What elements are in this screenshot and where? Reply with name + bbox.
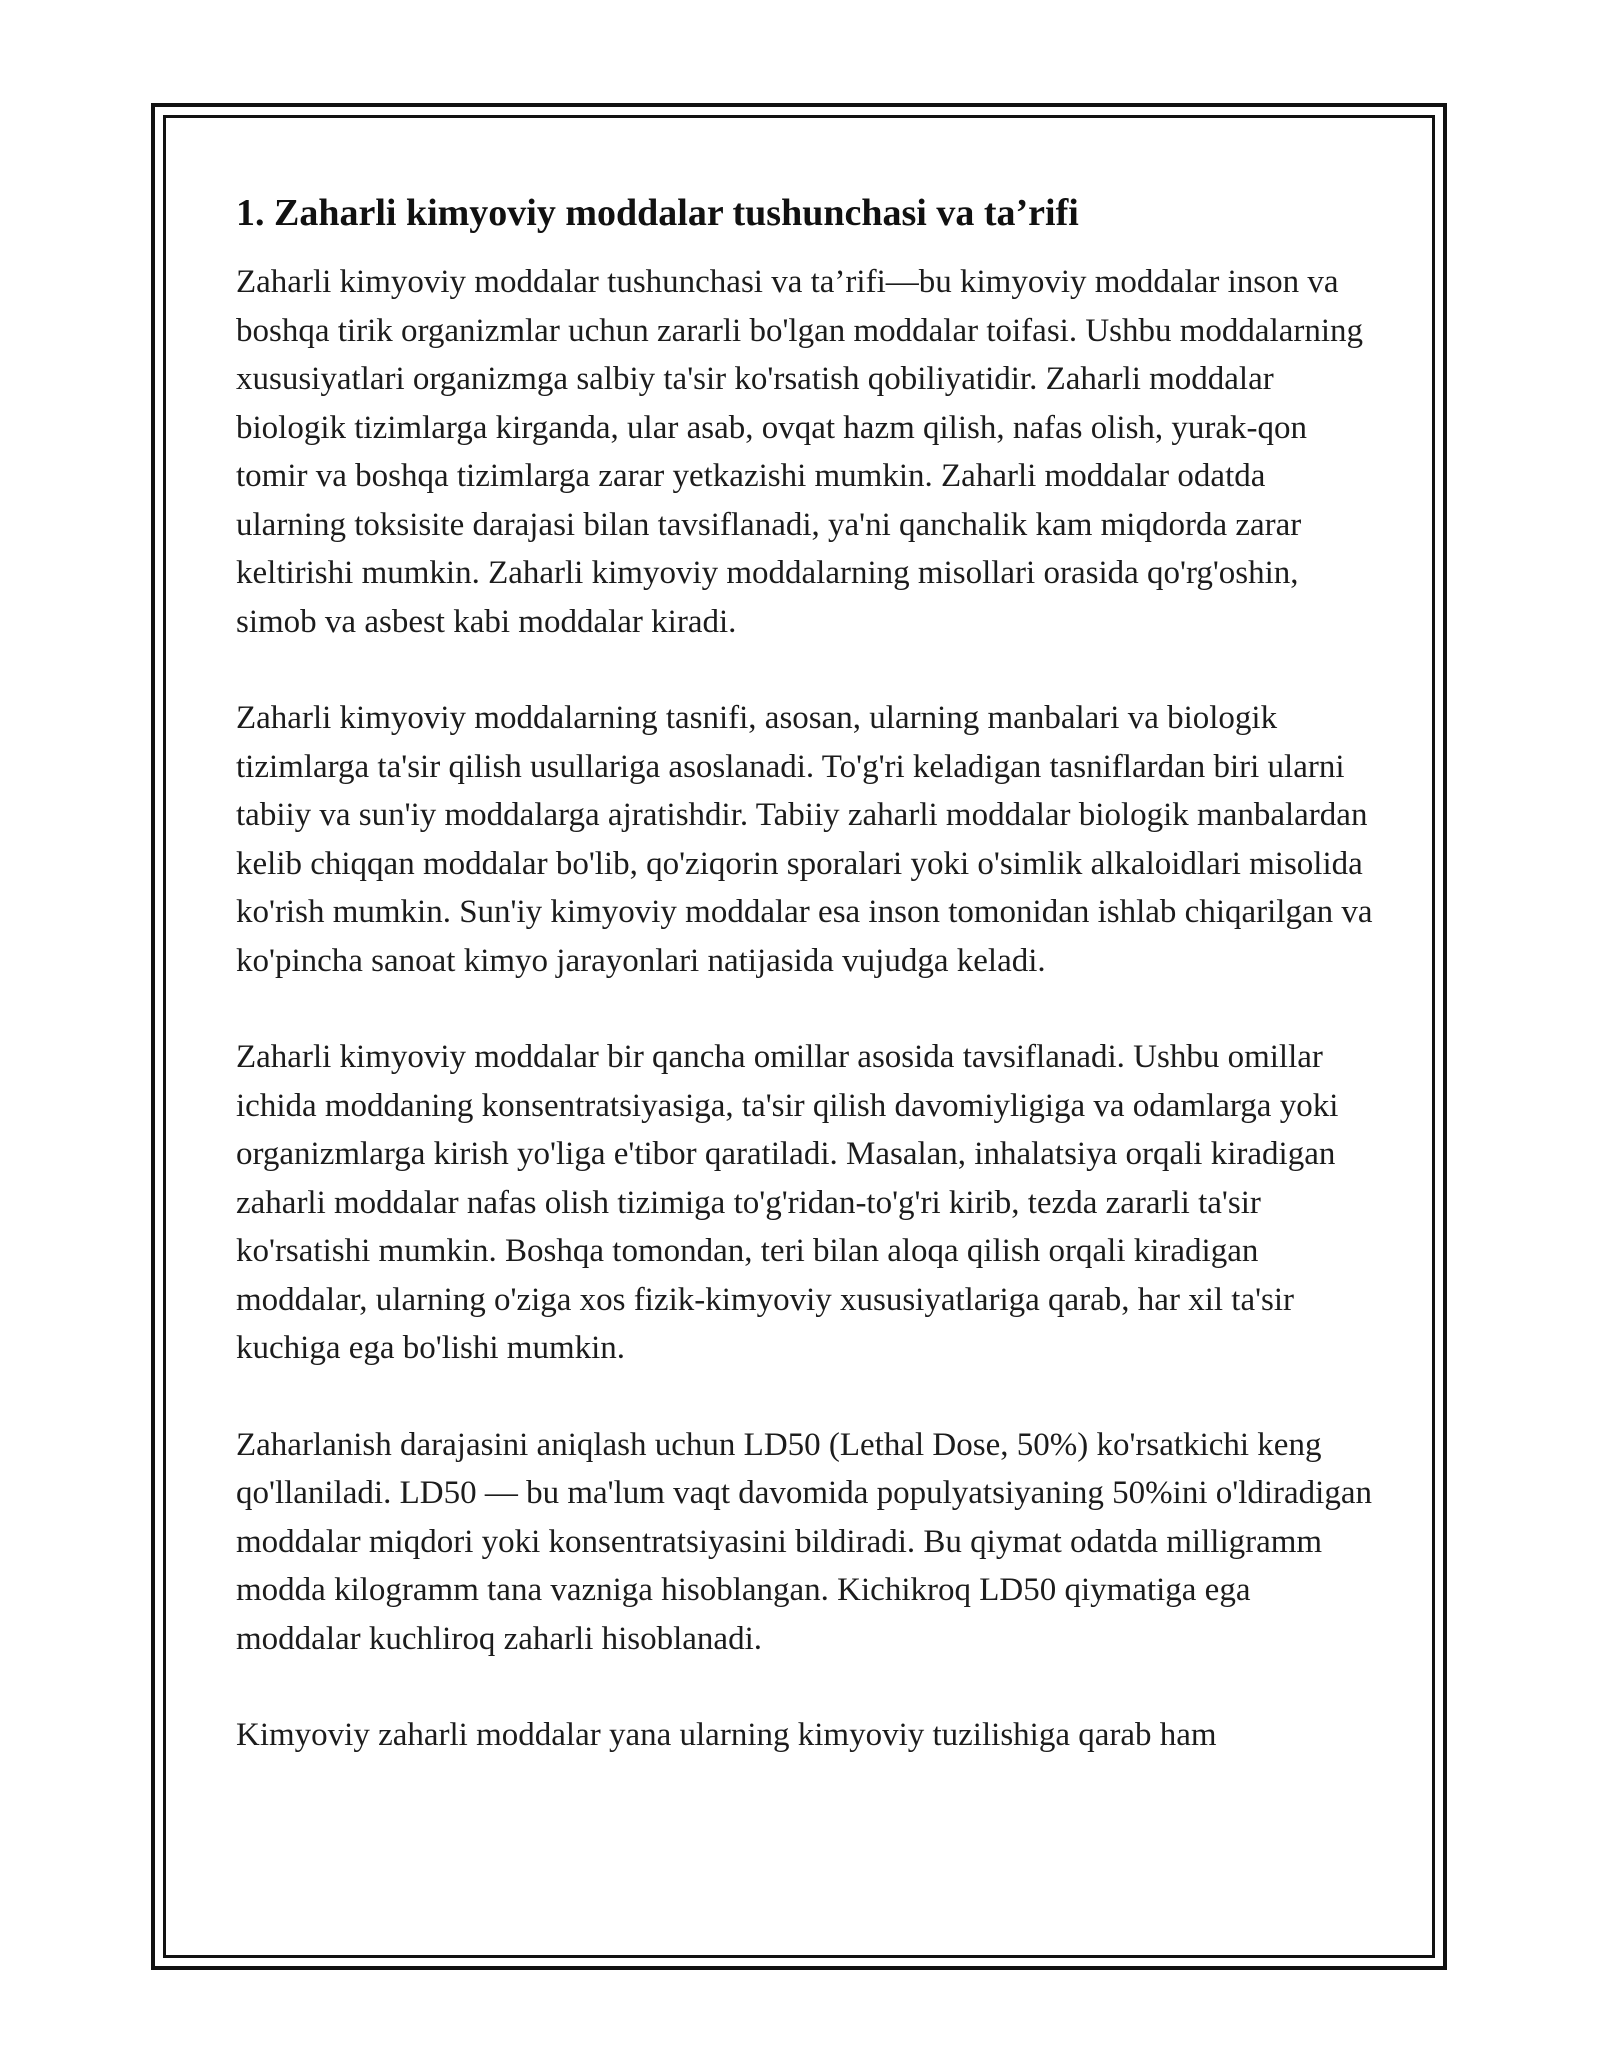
document-body	[236, 180, 1376, 1808]
paragraph-classification: Zaharli kimyoviy moddalarning tasnifi, asosan, ularning manbalari va biologik tizimlarga ta'sir qilish usullariga asoslanadi. To'g'ri keladigan tasniflardan biri ularni tabiiy va sun'iy moddalarga ajratishdir. Tabiiy zaharli moddalar biologik manbalardan kelib chiqqan moddalar bo'lib, qo'ziqorin sporalari yoki o'simlik alkaloidlari misolida ko'rish mumkin. Sun'iy kimyoviy moddalar esa inson tomonidan ishlab chiqarilgan va ko'pincha sanoat kimyo jarayonlari natijasida vujudga keladi.	[236, 700, 1373, 979]
section-heading: 1. Zaharli kimyoviy moddalar tushunchasi va ta’rifi	[236, 192, 1079, 234]
paragraph-factors: Zaharli kimyoviy moddalar bir qancha omillar asosida tavsiflanadi. Ushbu omillar ichida moddaning konsentratsiyasiga, ta'sir qilish davomiyligiga va odamlarga yoki organizmlarga kirish yo'liga e'tibor qaratiladi. Masalan, inhalatsiya orqali kiradigan zaharli moddalar nafas olish tizimiga to'g'ridan-to'g'ri kirib, tezda zararli ta'sir ko'rsatishi mumkin. Boshqa tomondan, teri bilan aloqa qilish orqali kiradigan moddalar, ularning o'ziga xos fizik-kimyoviy xususiyatlariga qarab, har xil ta'sir kuchiga ega bo'lishi mumkin.	[236, 1039, 1339, 1366]
paragraph-ld50: Zaharlanish darajasini aniqlash uchun LD50 (Lethal Dose, 50%) ko'rsatkichi keng qo'llaniladi. LD50 — bu ma'lum vaqt davomida populyatsiyaning 50%ini o'ldiradigan moddalar miqdori yoki konsentratsiyasini bildiradi. Bu qiymat odatda milligramm modda kilogramm tana vazniga hisoblangan. Kichikroq LD50 qiymatiga ega moddalar kuchliroq zaharli hisoblanadi.	[236, 1426, 1372, 1657]
paragraph-definition: Zaharli kimyoviy moddalar tushunchasi va ta’rifi—bu kimyoviy moddalar inson va boshqa tirik organizmlar uchun zararli bo'lgan moddalar toifasi. Ushbu moddalarning xususiyatlari organizmga salbiy ta'sir ko'rsatish qobiliyatidir. Zaharli moddalar biologik tizimlarga kirganda, ular asab, ovqat hazm qilish, nafas olish, yurak-qon tomir va boshqa tizimlarga zarar yetkazishi mumkin. Zaharli moddalar odatda ularning toksisite darajasi bilan tavsiflanadi, ya'ni qanchalik kam miqdorda zarar keltirishi mumkin. Zaharli kimyoviy moddalarning misollari orasida qo'rg'oshin, simob va asbest kabi moddalar kiradi.	[236, 264, 1364, 640]
paragraph-structure: Kimyoviy zaharli moddalar yana ularning kimyoviy tuzilishiga qarab ham	[236, 1717, 1217, 1753]
